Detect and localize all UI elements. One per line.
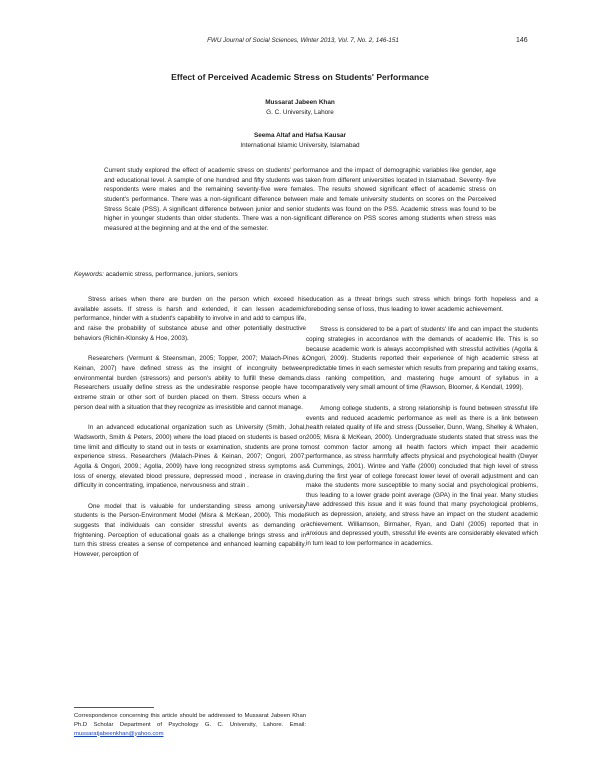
author-block-secondary [150, 131, 450, 150]
keywords-value: academic stress, performance, juniors, seniors [105, 271, 238, 278]
running-head: FWU Journal of Social Sciences, Winter 2013, Vol. 7, No. 2, 146-151 [207, 37, 399, 44]
body-paragraph: Stress arises when there are burden on the person which exceed his available assets. If stress is harsh and extended, it can lessen academic performance, hinder with a student's capability to involve in and add to campus life, and raise the probability of substance abuse and other potentially destructive behaviors (Richlin-Klonsky & Hoe, 2003). [74, 296, 306, 342]
abstract: Current study explored the effect of academic stress on students' performance and the impact of demographic variables like gender, age and educational level. A sample of one hundred and fifty students was taken from different universities located in Islamabad. Seventy- five respondents were males and the remaining seventy-five were females. The results showed significant effect of academic stress on student's performance. There was a non-significant difference between male and female university students on scores on the Perceived Stress Scale (PSS). A significant difference between junior and senior students was found on the PSS. Academic stress was found to be higher in younger students than older students. There was a non-significant difference on PSS scores among students when stress was measured at the beginning and at the end of the semester. [104, 167, 496, 232]
keywords-label: Keywords: [74, 271, 104, 278]
author-affiliation: G. C. University, Lahore [266, 108, 334, 116]
body-column-right [306, 295, 538, 560]
author-block-primary [150, 98, 450, 117]
body-paragraph: Stress is considered to be a part of students' life and can impact the students coping strategies in accordance with the demands of academic life. This is so because academic work is always accomplished with stressful activities (Agolla & Ongori, 2009). Students reported their experience of high academic stress at predictable times in each semester which results from preparing and taking exams, class ranking competition, and mastering huge amount of syllabus in a comparatively very small amount of time (Rawson, Bloomer, & Kendall, 1999). [306, 326, 538, 392]
article-title: Effect of Perceived Academic Stress on Students' Performance [171, 72, 429, 82]
keywords [74, 271, 238, 278]
page-number: 146 [516, 37, 528, 44]
footnote [74, 712, 306, 738]
author-name: Seema Altaf and Hafsa Kausar [253, 132, 347, 139]
footnote-email-link[interactable]: mussaratjabeenkhan@yahoo.com [74, 730, 164, 737]
body-column-left [74, 295, 306, 571]
body-paragraph: education as a threat brings such stress which brings forth hopeless and a foreboding sense of loss, thus leading to lower academic achievement. [306, 296, 538, 313]
footnote-divider [74, 707, 154, 708]
footnote-text: Correspondence concerning this article should be addressed to Mussarat Jabeen Khan Ph.D Scholar Department of Psychology G. C. University, Lahore. Email: [74, 713, 306, 728]
body-paragraph: One model that is valuable for understanding stress among university students is the Person-Environment Model (Misra & McKean, 2000). This model suggests that individuals can consider stressful events as demanding or frightening. Perception of educational goals as a challenge brings stress and in turn this stress creates a sense of competence and enhanced learning capability. However, perception of [74, 502, 306, 559]
author-affiliation: International Islamic University, Islamabad [240, 141, 360, 149]
body-paragraph: Among college students, a strong relationship is found between stressful life events and reduced academic performance as well as there is a link between health related quality of life and stress (Dusselier, Dunn, Wang, Shelley & Whalen, 2005; Misra & McKean, 2000). Undergraduate students stated that stress was the most common factor among all health factors which impact their academic performance, as stress harmfully affects physical and psychological health (Dwyer & Cummings, 2001). Wintre and Yaffe (2000) concluded that high level of stress during the first year of college forecast lower level of overall adjustment and can make the students more susceptible to many social and psychological problems, thus leading to a lower grade point average (GPA) in the final year. Many studies have addressed this issue and it was found that many psychological problems, such as depression, anxiety, and stress have an impact on the student academic achievement. Williamson, Birmaher, Ryan, and Dahl (2005) reported that in anxious and depressed youth, stressful life events are considerably elevated which in turn lead to low performance in academics. [306, 404, 538, 548]
body-paragraph: In an advanced educational organization such as University (Smith, Johal, Wadsworth, Smith & Peters, 2000) where the load placed on students is based on time limit and difficulty to stand out in tests or examination, students are prone to experience stress. Researchers (Malach-Pines & Keinan, 2007; Ongori, 2007; Agolla & Ongori, 2009.; Agolla, 2009) have long recognized stress symptoms as loss of energy, elevated blood pressure, depressed mood , increase in craving, difficulty in concentrating, impatience, nervousness and strain . [74, 424, 306, 490]
author-name: Mussarat Jabeen Khan [265, 99, 335, 106]
body-paragraph: Researchers (Vermunt & Steensman, 2005; Topper, 2007; Malach-Pines & Keinan, 2007) have defined stress as the insight of incongruity between environmental burden (stressors) and person's ability to fulfill these demands. Researchers usually define stress as the undesirable response people have to extreme strain or other sort of burden placed on them. Stress occurs when a person deal with a situation that they recognize as irresistible and cannot manage. [74, 355, 306, 411]
